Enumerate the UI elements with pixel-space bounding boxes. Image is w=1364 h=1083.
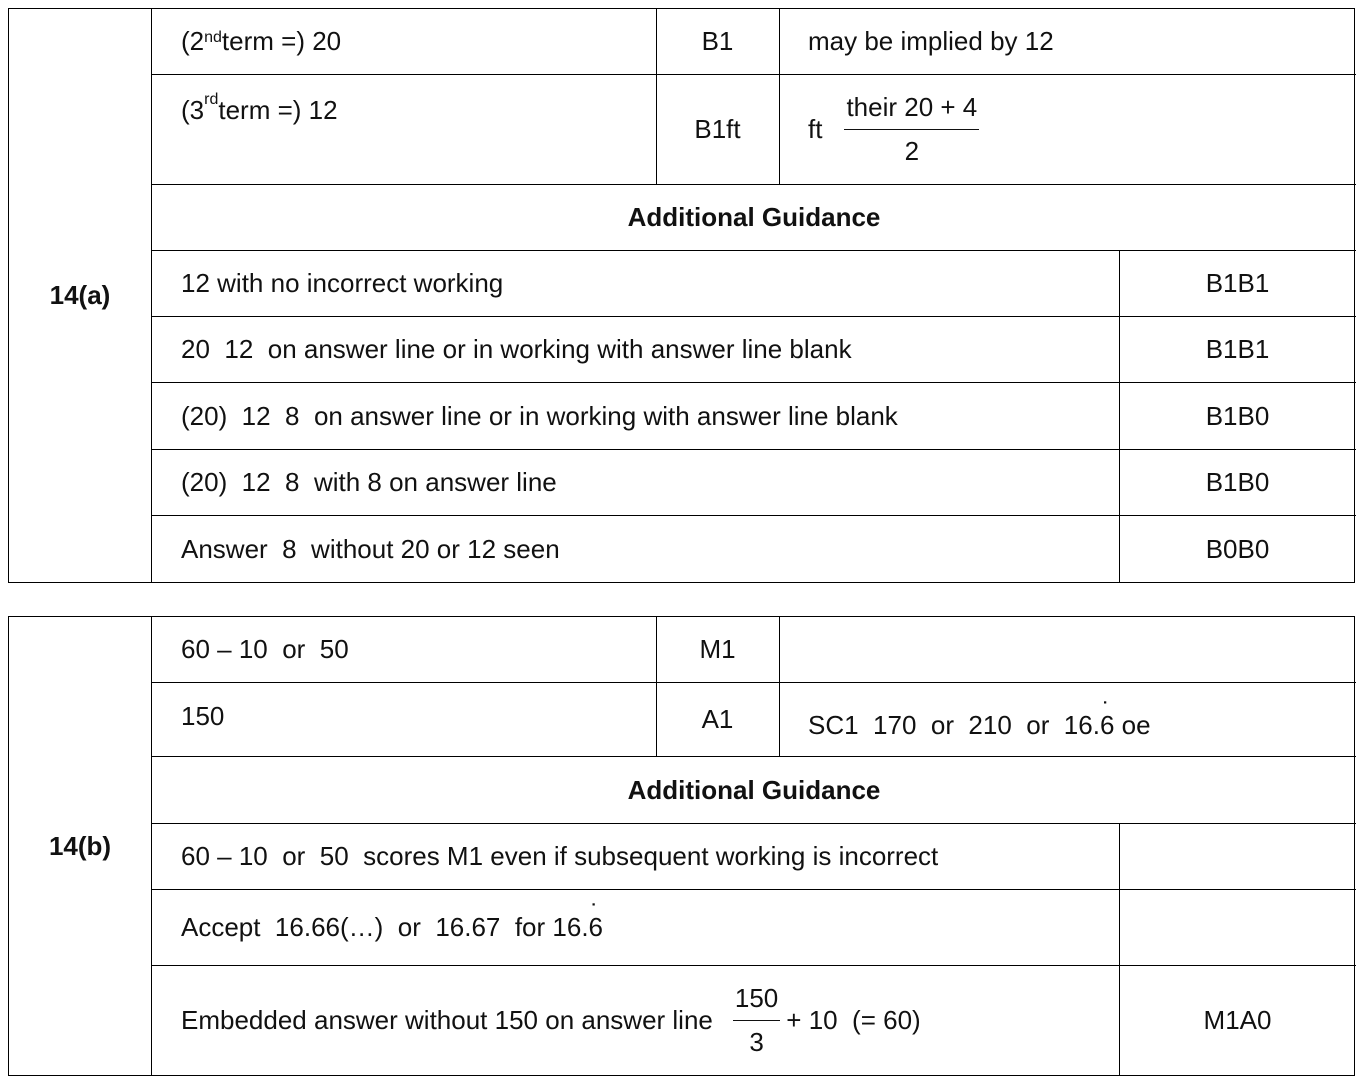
answer-prefix: (3 xyxy=(181,95,205,125)
answer-prefix: (2 xyxy=(181,26,205,56)
answer-cell xyxy=(152,9,656,75)
column-divider xyxy=(779,617,780,757)
answer-cell: 150 xyxy=(152,683,656,757)
guidance-text-main: Accept 16.66(…) or 16.67 for 16. xyxy=(181,912,589,942)
mark-scheme-table-14b xyxy=(8,616,1355,1076)
answer-suffix: term =) 12 xyxy=(218,95,338,125)
guidance-text-main: Embedded answer without 150 on answer line xyxy=(181,1005,713,1035)
guidance-mark: B1B0 xyxy=(1119,450,1356,516)
fraction-numerator: their 20 + 4 xyxy=(844,92,979,130)
guidance-mark: M1A0 xyxy=(1203,1005,1272,1035)
guidance-mark xyxy=(1119,890,1356,966)
fraction xyxy=(844,92,979,167)
column-divider xyxy=(656,9,657,185)
mark-cell: A1 xyxy=(656,683,779,757)
fraction xyxy=(733,983,780,1058)
answer-suffix: term =) 20 xyxy=(221,26,342,56)
expression-suffix: + 10 (= 60) xyxy=(786,1005,921,1035)
column-divider xyxy=(779,9,780,185)
comment-cell xyxy=(779,617,1356,683)
fraction-denominator: 2 xyxy=(904,136,920,166)
additional-guidance-heading: Additional Guidance xyxy=(152,185,1356,251)
guidance-text: (20) 12 8 on answer line or in working with answer line blank xyxy=(152,383,1119,450)
guidance-mark: B1B1 xyxy=(1119,317,1356,383)
guidance-mark: B1B0 xyxy=(1119,383,1356,450)
question-label: 14(a) xyxy=(9,9,152,582)
column-divider xyxy=(656,617,657,757)
guidance-text xyxy=(152,966,1119,1075)
fraction-numerator: 150 xyxy=(733,983,780,1021)
guidance-mark xyxy=(1119,824,1356,890)
guidance-text: (20) 12 8 with 8 on answer line xyxy=(152,450,1119,516)
additional-guidance-heading: Additional Guidance xyxy=(152,757,1356,824)
comment-cell xyxy=(779,75,1356,185)
mark-cell: M1 xyxy=(656,617,779,683)
answer-cell: 60 – 10 or 50 xyxy=(152,617,656,683)
column-divider xyxy=(1119,251,1120,582)
guidance-text: 20 12 on answer line or in working with answer line blank xyxy=(152,317,1119,383)
fraction-denominator: 3 xyxy=(749,1027,764,1057)
comment-cell xyxy=(779,683,1356,757)
answer-cell xyxy=(152,75,656,185)
mark-cell: B1ft xyxy=(656,75,779,185)
recurring-digit: ˙ 6 xyxy=(1100,710,1114,741)
ordinal-suffix: rd xyxy=(204,91,219,108)
column-divider xyxy=(1119,824,1120,1075)
guidance-text: 12 with no incorrect working xyxy=(152,251,1119,317)
ft-label: ft xyxy=(808,114,823,144)
recurring-digit: ˙ 6 xyxy=(589,912,603,943)
guidance-text: 60 – 10 or 50 scores M1 even if subsequent working is incorrect xyxy=(152,824,1119,890)
guidance-mark: B0B0 xyxy=(1205,533,1270,564)
mark-scheme-table-14a xyxy=(8,8,1355,583)
comment-text: SC1 170 or 210 or 16. xyxy=(808,710,1100,740)
comment-text-end: oe xyxy=(1114,710,1151,740)
question-label: 14(b) xyxy=(9,617,152,1075)
mark-cell: B1 xyxy=(656,9,779,75)
guidance-text: Answer 8 without 20 or 12 seen xyxy=(181,533,560,564)
guidance-text xyxy=(152,890,1119,966)
guidance-mark: B1B1 xyxy=(1119,251,1356,317)
comment-cell: may be implied by 12 xyxy=(779,9,1356,75)
ordinal-suffix: nd xyxy=(204,28,222,46)
